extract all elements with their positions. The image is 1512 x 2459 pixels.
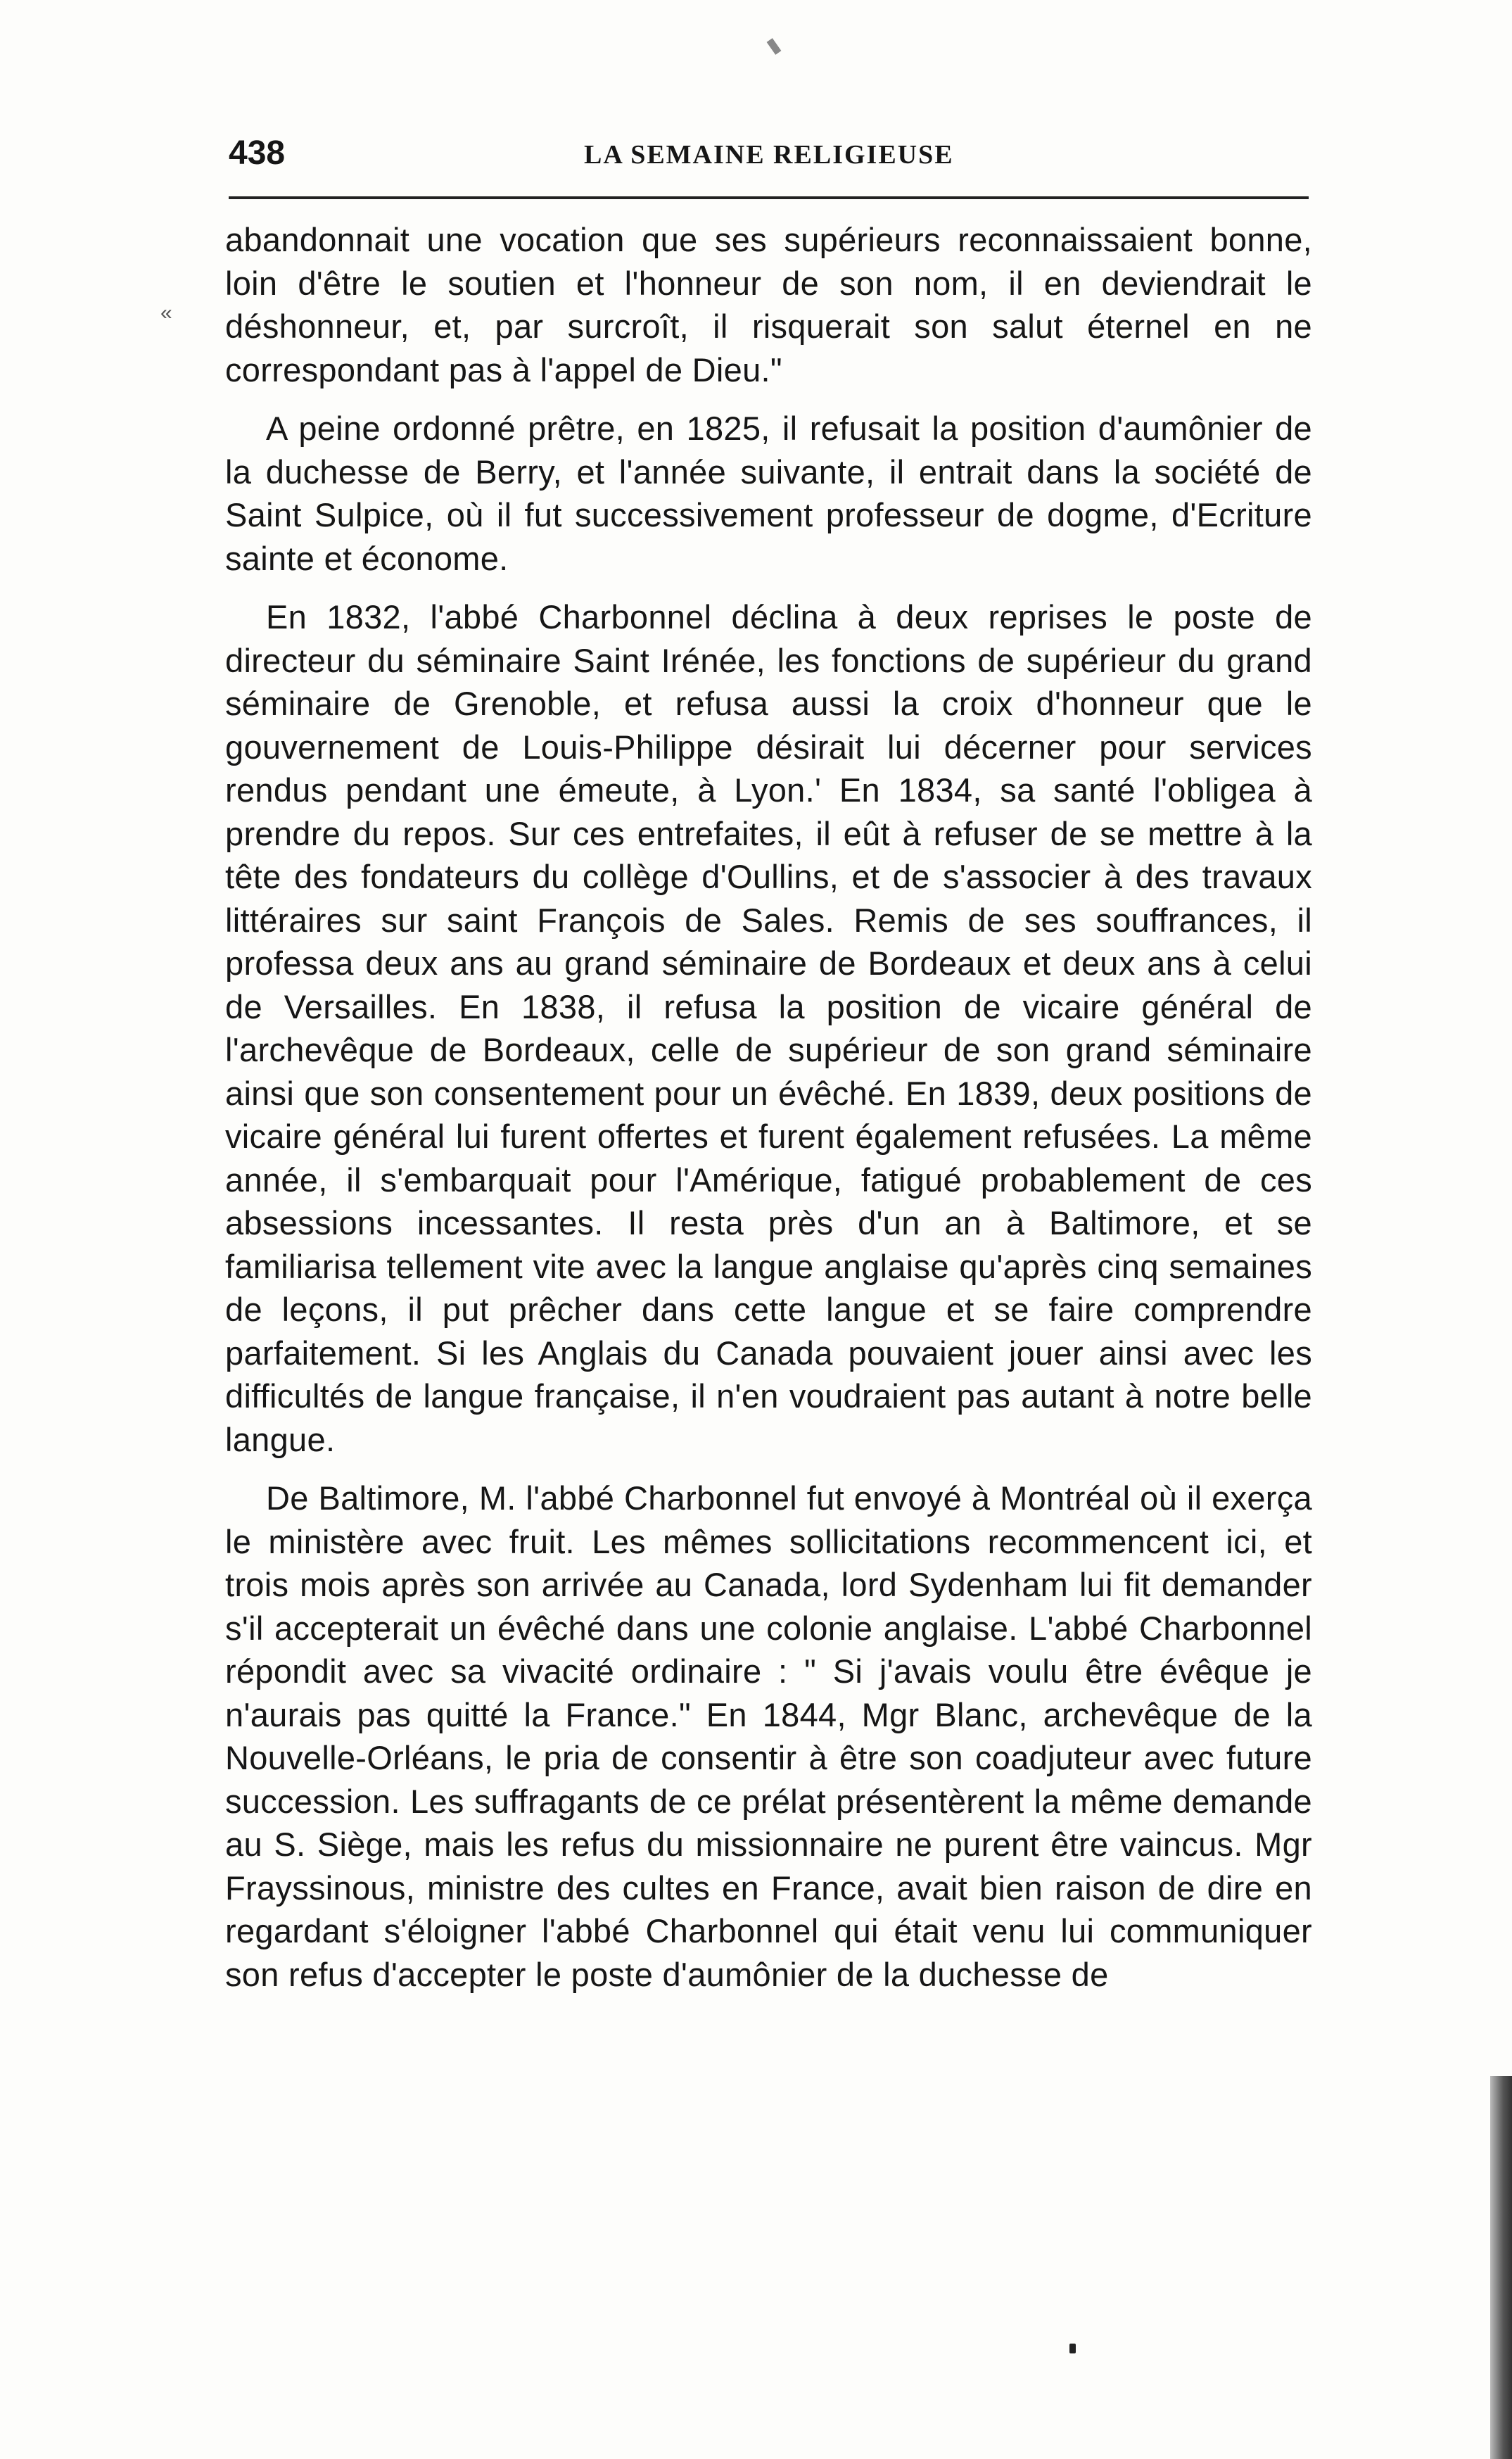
paragraph-2: A peine ordonné prêtre, en 1825, il refusait la position d'aumônier de la duchesse de Berry, et l'année suivante, il entrait dans la société de Saint Sulpice, où il fut successivement professeur de dogme, d'Ecriture sainte et économe. (225, 410, 1312, 577)
page-number: 438 (229, 134, 286, 172)
margin-mark: « (160, 301, 172, 324)
header-rule (229, 196, 1309, 199)
scan-edge-shadow (1490, 2076, 1512, 2459)
running-head: LA SEMAINE RELIGIEUSE (584, 140, 954, 170)
scan-speck-dot (1069, 2344, 1076, 2353)
body-text (225, 218, 1312, 2011)
paragraph-3: En 1832, l'abbé Charbonnel déclina à deux reprises le poste de directeur du séminaire Saint Irénée, les fonctions de supérieur du grand séminaire de Grenoble, et refusa aussi la croix d'honneur que le gouvernement de Louis-Philippe désirait lui décerner pour services rendus pendant une émeute, à Lyon.' En 1834, sa santé l'obligea à prendre du repos. Sur ces entrefaites, il eût à refuser de se mettre à la tête des fondateurs du collège d'Oullins, et de s'associer à des travaux littéraires sur saint François de Sales. Remis de ses souffrances, il professa deux ans au grand séminaire de Bordeaux et deux ans à celui de Versailles. En 1838, il refusa la position de vicaire général de l'archevêque de Bordeaux, celle de supérieur de son grand séminaire ainsi que son consentement pour un évêché. En 1839, deux positions de vicaire général lui furent offertes et furent également refusées. La même année, il s'embarquait pour l'Amérique, fatigué probablement de ces absessions incessantes. Il resta près d'un an à Baltimore, et se familiarisa tellement vite avec la langue anglaise qu'après cinq semaines de leçons, il put prêcher dans cette langue et se faire comprendre parfaitement. Si les Anglais du Canada pouvaient jouer ainsi avec les difficultés de langue française, il n'en voudraient pas autant à notre belle langue. (225, 598, 1312, 1458)
scan-speck-mark (767, 38, 782, 55)
paragraph-4: De Baltimore, M. l'abbé Charbonnel fut envoyé à Montréal où il exerça le ministère avec fruit. Les mêmes sollicitations recommencent ici, et trois mois après son arrivée au Canada, lord Sydenham lui fit demander s'il accepterait un évêché dans une colonie anglaise. L'abbé Charbonnel répondit avec sa vivacité ordinaire : " Si j'avais voulu être évêque je n'aurais pas quitté la France." En 1844, Mgr Blanc, archevêque de la Nouvelle-Orléans, le pria de consentir à être son coadjuteur avec future succession. Les suffragants de ce prélat présentèrent la même demande au S. Siège, mais les refus du missionnaire ne purent être vaincus. Mgr Frayssinous, ministre des cultes en France, avait bien raison de dire en regardant s'éloigner l'abbé Charbonnel qui était venu lui communiquer son refus d'accepter le poste d'aumônier de la duchesse de (225, 1479, 1312, 1993)
page-header (229, 134, 1316, 183)
paragraph-1: abandonnait une vocation que ses supérieurs reconnaissaient bonne, loin d'être le soutien et l'honneur de son nom, il en deviendrait le déshonneur, et, par surcroît, il risquerait son salut éternel en ne correspondant pas à l'appel de Dieu." (225, 221, 1312, 388)
